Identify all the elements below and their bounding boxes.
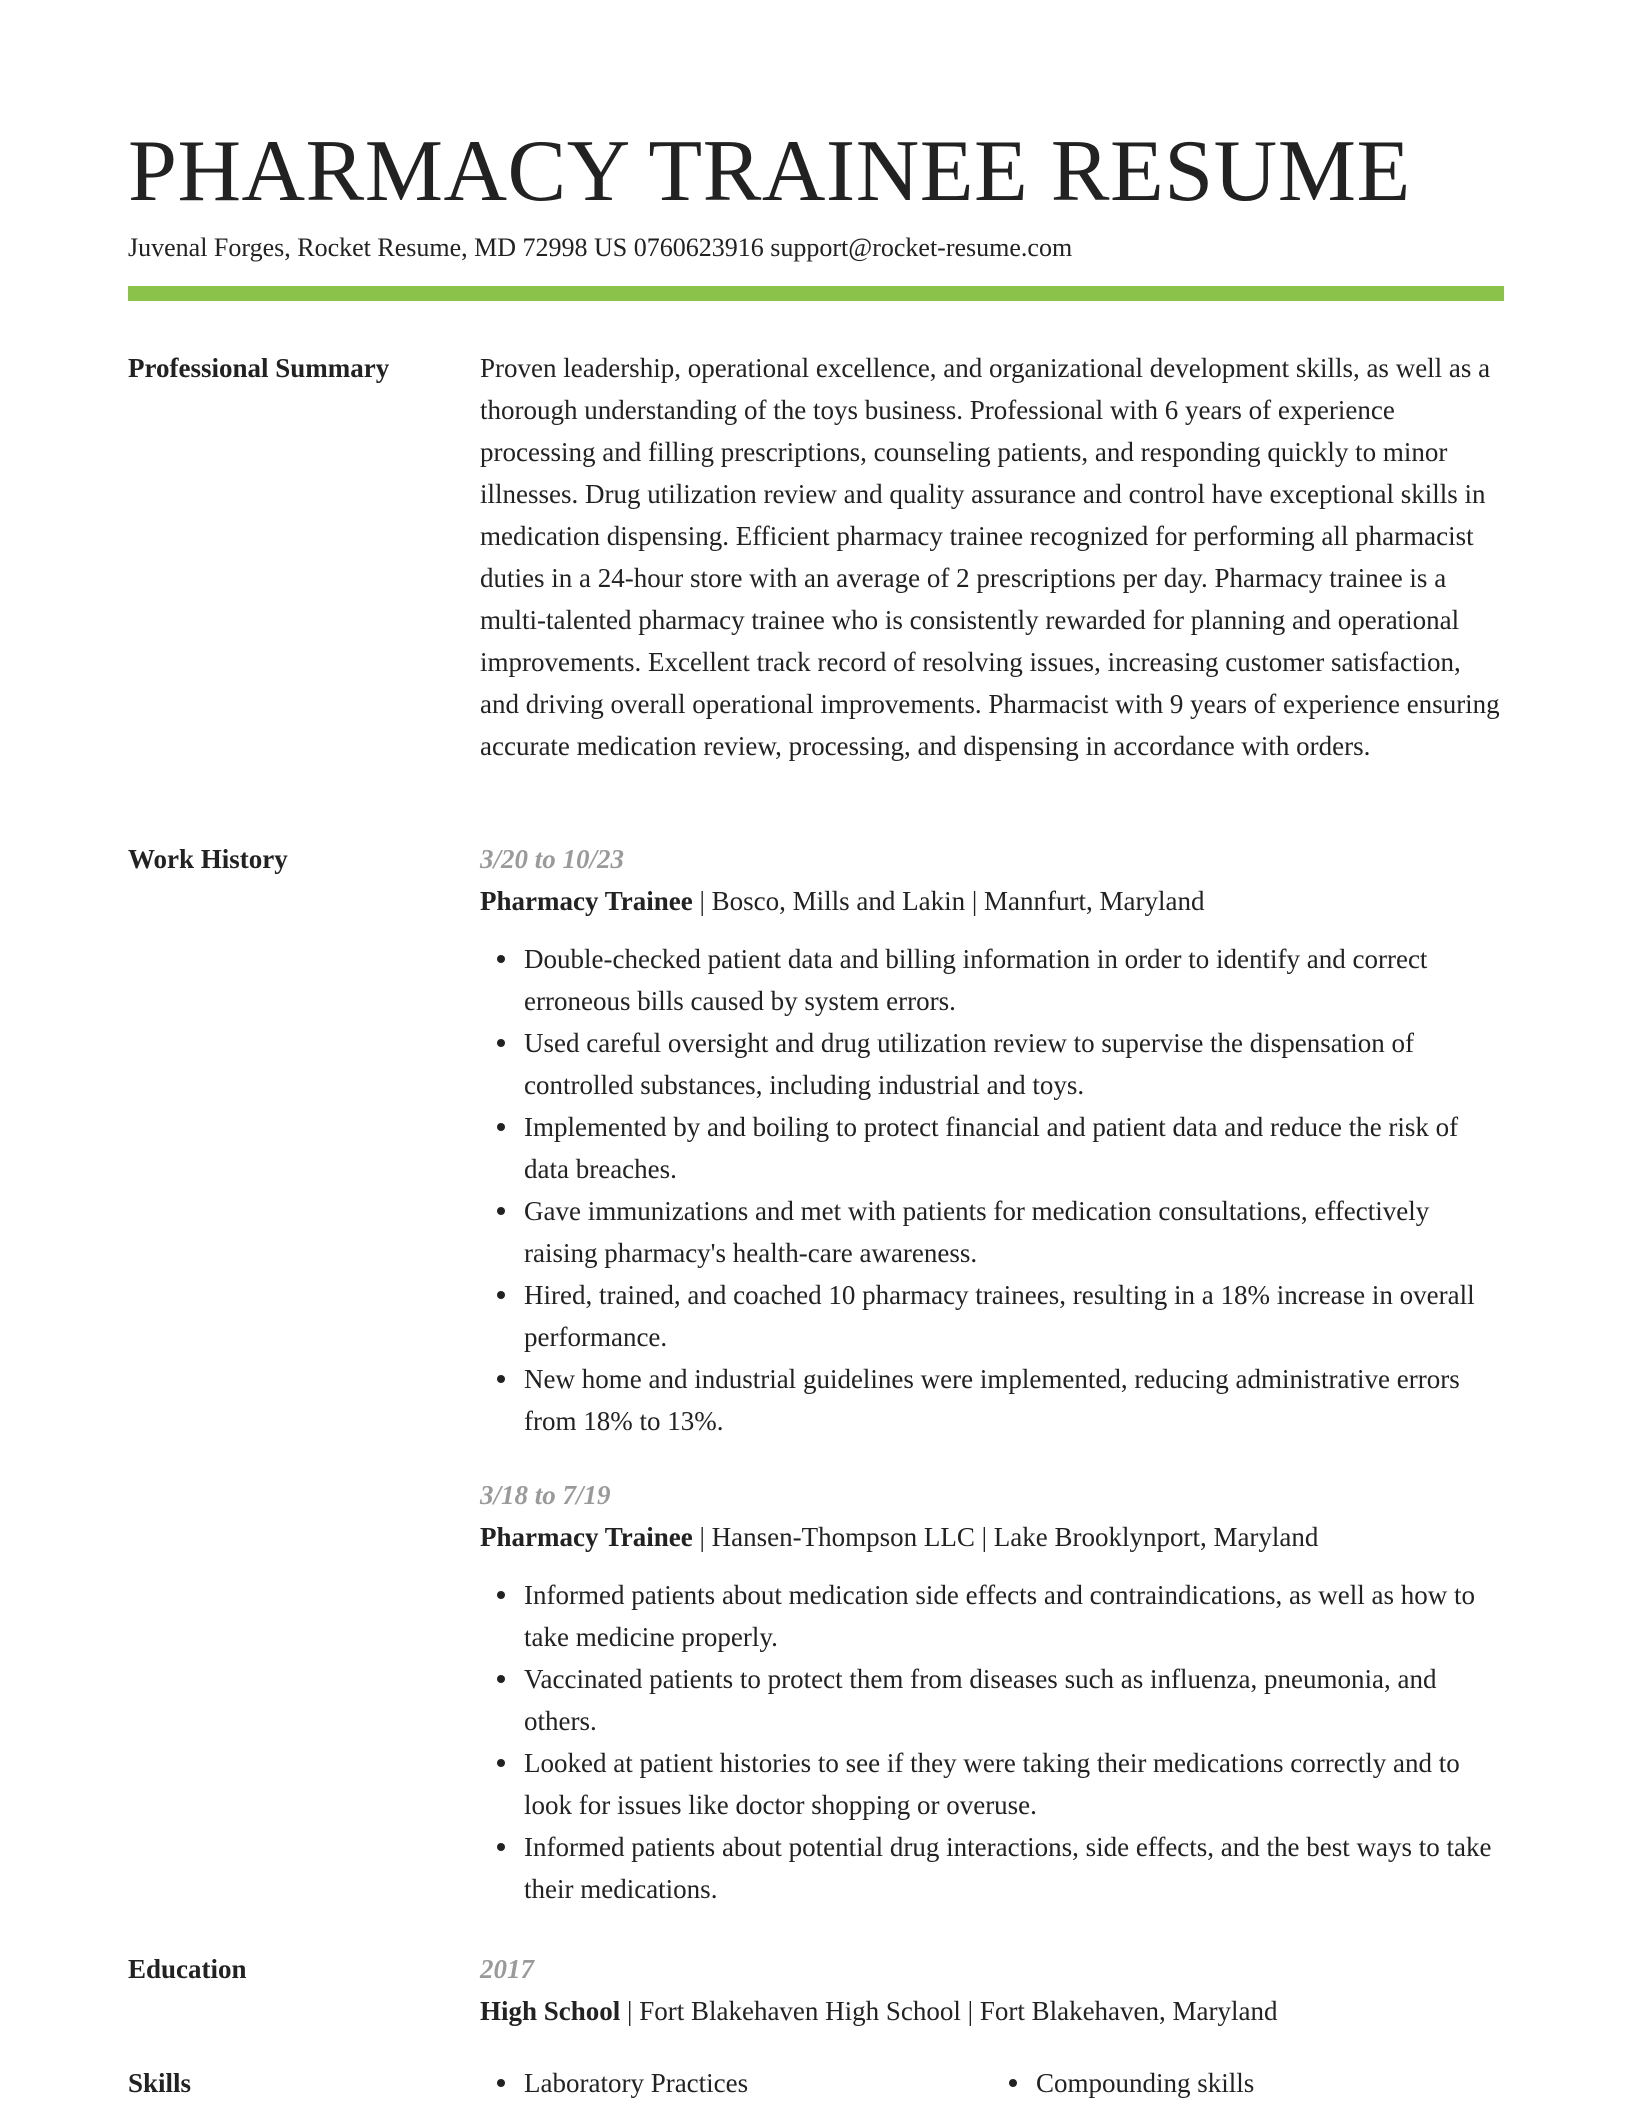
job-dates: 3/18 to 7/19 bbox=[480, 1480, 611, 1510]
job-entry bbox=[480, 1474, 1504, 1910]
job-dates: 3/20 to 10/23 bbox=[480, 844, 625, 874]
skills-list-right bbox=[992, 2062, 1504, 2104]
summary-heading: Professional Summary bbox=[128, 353, 390, 383]
education-year: 2017 bbox=[480, 1954, 534, 1984]
job-bullets bbox=[480, 1574, 1504, 1910]
contact-line: Juvenal Forges, Rocket Resume, MD 72998 US 0760623916 support@rocket-resume.com bbox=[128, 233, 1073, 262]
page-title: PHARMACY TRAINEE RESUME bbox=[128, 123, 1411, 220]
education-heading: Education bbox=[128, 1954, 247, 1984]
accent-divider bbox=[128, 286, 1504, 301]
job-bullet: Used careful oversight and drug utilization review to supervise the dispensation of controlled substances, including industrial and toys. bbox=[524, 1022, 1504, 1106]
job-bullet: New home and industrial guidelines were implemented, reducing administrative errors from 18% to 13%. bbox=[524, 1358, 1504, 1442]
job-entry bbox=[480, 838, 1504, 1442]
job-heading bbox=[480, 1516, 1504, 1558]
education-degree: High School bbox=[480, 1996, 621, 2026]
job-bullets bbox=[480, 938, 1504, 1442]
skills-list-left bbox=[480, 2062, 992, 2104]
job-bullet: Vaccinated patients to protect them from diseases such as influenza, pneumonia, and others. bbox=[524, 1658, 1504, 1742]
work-history-heading: Work History bbox=[128, 844, 288, 874]
job-bullet: Looked at patient histories to see if they were taking their medications correctly and to look for issues like doctor shopping or overuse. bbox=[524, 1742, 1504, 1826]
education-entry bbox=[480, 1990, 1504, 2032]
job-bullet: Hired, trained, and coached 10 pharmacy trainees, resulting in a 18% increase in overall performance. bbox=[524, 1274, 1504, 1358]
job-bullet: Double-checked patient data and billing information in order to identify and correct erroneous bills caused by system errors. bbox=[524, 938, 1504, 1022]
job-bullet: Informed patients about medication side effects and contraindications, as well as how to take medicine properly. bbox=[524, 1574, 1504, 1658]
job-title: Pharmacy Trainee bbox=[480, 1522, 693, 1552]
skills-heading: Skills bbox=[128, 2068, 192, 2098]
summary-text: Proven leadership, operational excellence, and organizational development skills, as well as a thorough understanding of the toys business. Professional with 6 years of experience processing and filling prescriptions, counseling patients, and responding quickly to minor illnesses. Drug utilization review and quality assurance and control have exceptional skills in medication dispensing. Efficient pharmacy trainee recognized for performing all pharmacist duties in a 24-hour store with an average of 2 prescriptions per day. Pharmacy trainee is a multi-talented pharmacy trainee who is consistently rewarded for planning and operational improvements. Excellent track record of resolving issues, increasing customer satisfaction, and driving overall operational improvements. Pharmacist with 9 years of experience ensuring accurate medication review, processing, and dispensing in accordance with orders. bbox=[480, 353, 1500, 761]
skill-item: Compounding skills bbox=[1036, 2062, 1504, 2104]
job-details: | Bosco, Mills and Lakin | Mannfurt, Maryland bbox=[692, 886, 1205, 916]
job-details: | Hansen-Thompson LLC | Lake Brooklynport, Maryland bbox=[692, 1522, 1319, 1552]
job-bullet: Implemented by and boiling to protect financial and patient data and reduce the risk of data breaches. bbox=[524, 1106, 1504, 1190]
job-title: Pharmacy Trainee bbox=[480, 886, 693, 916]
job-bullet: Gave immunizations and met with patients for medication consultations, effectively raising pharmacy's health-care awareness. bbox=[524, 1190, 1504, 1274]
education-details: | Fort Blakehaven High School | Fort Blakehaven, Maryland bbox=[620, 1996, 1278, 2026]
skill-item: Laboratory Practices bbox=[524, 2062, 992, 2104]
job-heading bbox=[480, 880, 1504, 922]
job-bullet: Informed patients about potential drug interactions, side effects, and the best ways to take their medications. bbox=[524, 1826, 1504, 1910]
